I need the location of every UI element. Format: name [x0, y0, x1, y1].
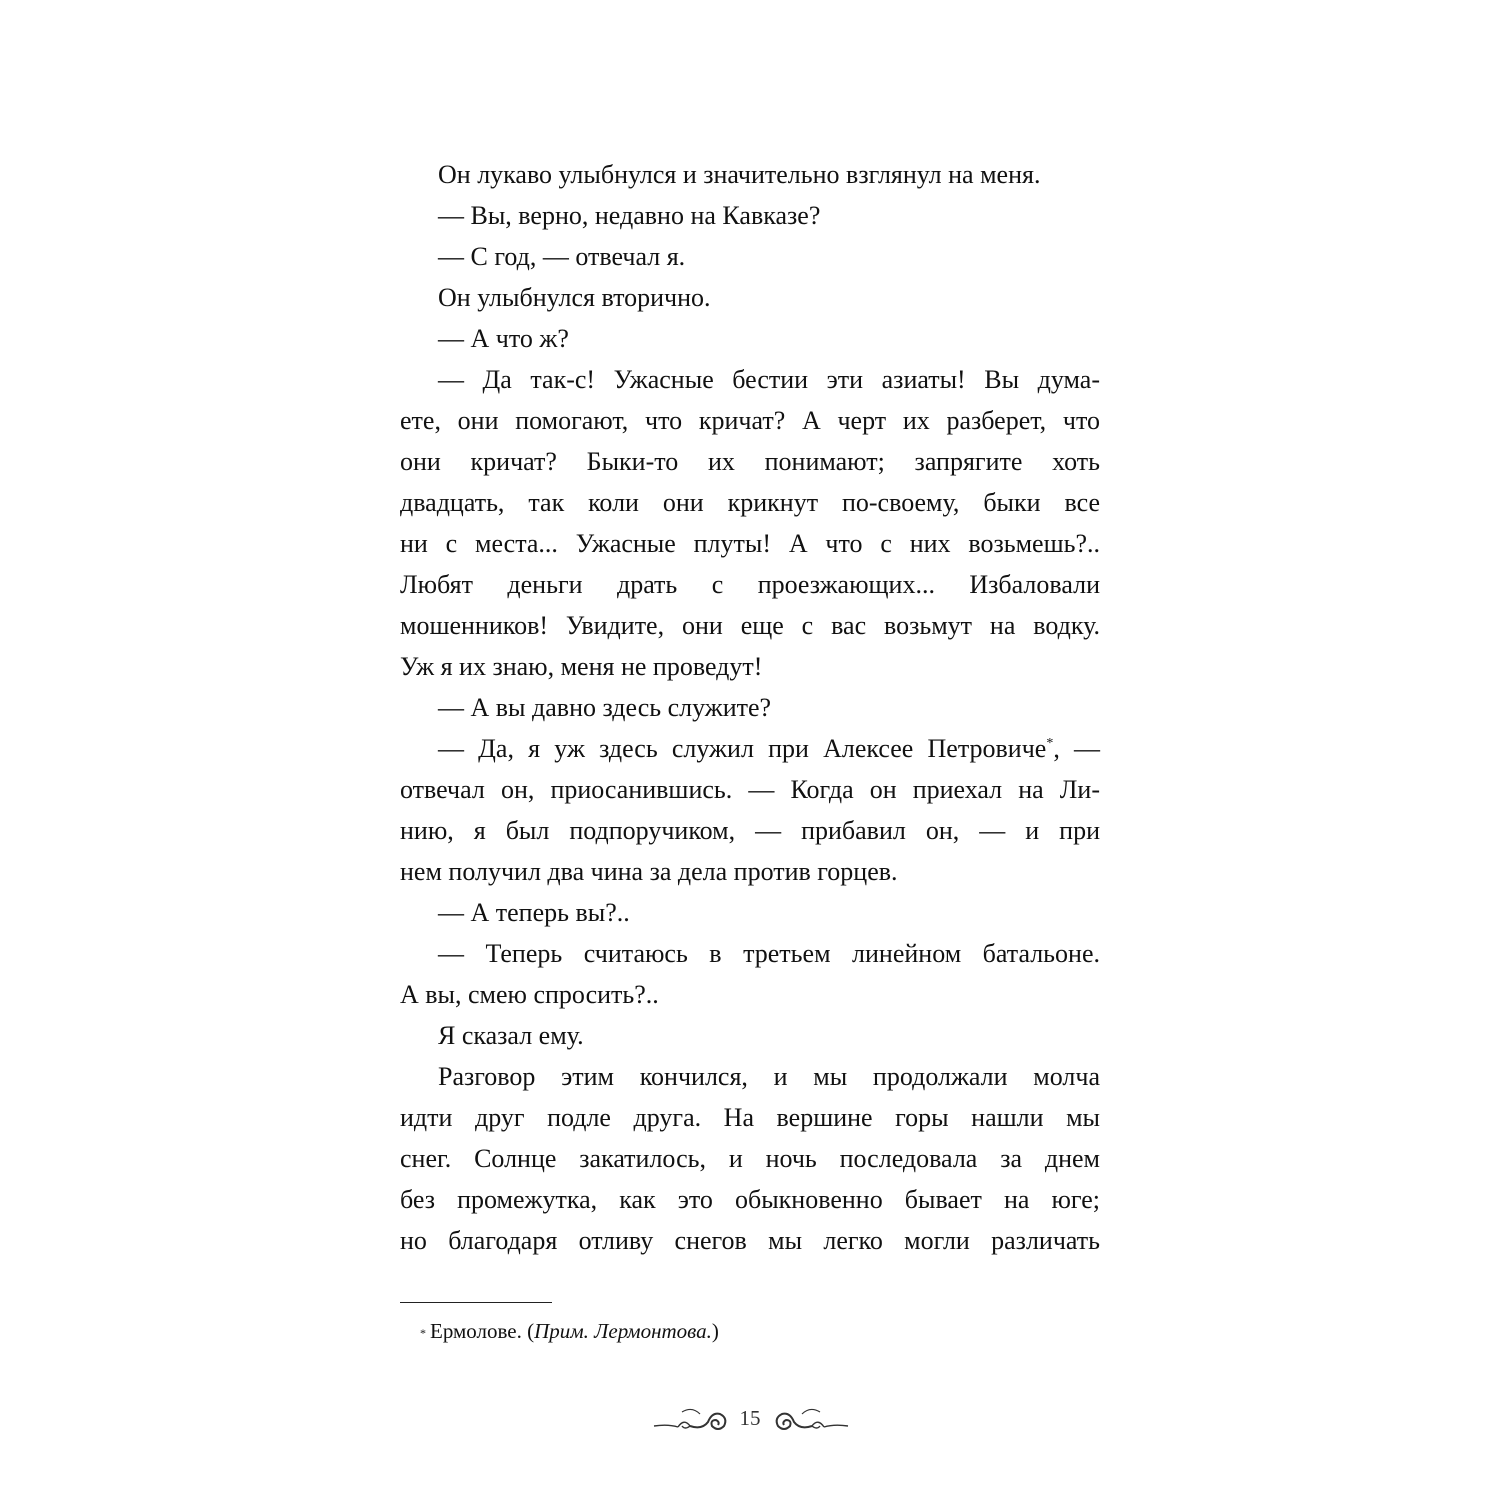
text-line: Он лукаво улыбнулся и значительно взглянул на меня.	[438, 160, 1041, 189]
text-line: двадцать, так коли они крикнут по-своему, быки все	[400, 488, 1100, 517]
text-line: — Вы, верно, недавно на Кавказе?	[438, 201, 821, 230]
text-line: — А вы давно здесь служите?	[438, 693, 772, 722]
text-line: без промежутка, как это обыкновенно бывает на юге;	[400, 1185, 1100, 1214]
text-line: — Да так-с! Ужасные бестии эти азиаты! Вы дума-	[438, 365, 1100, 394]
text-line: отвечал он, приосанившись. — Когда он приехал на Ли-	[400, 775, 1100, 804]
footnote-text: Ермолове. (	[430, 1319, 535, 1343]
text-line: Любят деньги драть с проезжающих... Избаловали	[400, 570, 1100, 599]
line-text: — Да, я уж здесь служил при Алексее Петровиче	[438, 734, 1047, 763]
text-line: нию, я был подпоручиком, — прибавил он, — и при	[400, 816, 1100, 845]
footnote-italic-note: Прим. Лермонтова.	[534, 1319, 712, 1343]
footnote-close: )	[711, 1319, 719, 1343]
text-line: Уж я их знаю, меня не проведут!	[400, 652, 763, 681]
text-line: они кричат? Быки-то их понимают; запрягите хоть	[400, 447, 1100, 476]
text-line-with-footnote	[400, 728, 1100, 769]
body-text	[400, 154, 1100, 1261]
left-ornament-icon	[652, 1404, 732, 1436]
text-line: — А теперь вы?..	[438, 898, 630, 927]
footnote-divider	[400, 1302, 552, 1303]
text-line: снег. Солнце закатилось, и ночь последовала за днем	[400, 1144, 1100, 1173]
text-line: Я сказал ему.	[438, 1021, 584, 1050]
footnote	[420, 1316, 719, 1346]
footnote-star: *	[420, 1326, 426, 1340]
text-line: — Теперь считаюсь в третьем линейном батальоне.	[438, 939, 1100, 968]
line-text-tail: , —	[1053, 734, 1100, 763]
text-line: идти друг подле друга. На вершине горы нашли мы	[400, 1103, 1100, 1132]
text-line: — С год, — отвечал я.	[438, 242, 686, 271]
text-line: ни с места... Ужасные плуты! А что с них возьмешь?..	[400, 529, 1100, 558]
text-line: ете, они помогают, что кричат? А черт их разберет, что	[400, 406, 1100, 435]
text-line: — А что ж?	[438, 324, 569, 353]
text-line: но благодаря отливу снегов мы легко могли различать	[400, 1226, 1100, 1255]
right-ornament-icon	[770, 1404, 850, 1436]
text-line: Он улыбнулся вторично.	[438, 283, 711, 312]
text-line: мошенников! Увидите, они еще с вас возьмут на водку.	[400, 611, 1100, 640]
page-number: 15	[739, 1406, 761, 1430]
footnote-marker[interactable]: *	[1046, 736, 1054, 751]
text-line: нем получил два чина за дела против горцев.	[400, 857, 898, 886]
text-line: Разговор этим кончился, и мы продолжали молча	[438, 1062, 1100, 1091]
text-line: А вы, смею спросить?..	[400, 980, 659, 1009]
page-folio	[650, 1400, 850, 1440]
